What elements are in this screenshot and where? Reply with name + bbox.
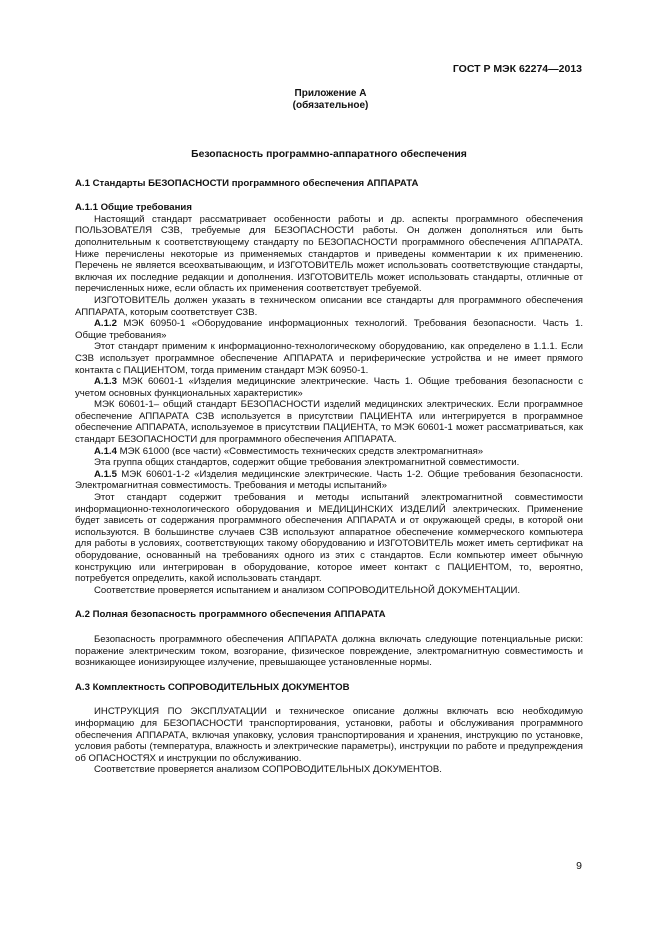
subsection-a15 — [75, 469, 583, 492]
paragraph: Соответствие проверяется анализом СОПРОВОДИТЕЛЬНЫХ ДОКУМЕНТОВ. — [94, 764, 442, 776]
paragraph: ИЗГОТОВИТЕЛЬ должен указать в техническом описании все стандарты для программного обеспечения АППАРАТА, которым соответствует СЗВ. — [75, 294, 583, 318]
subsection-a12 — [75, 318, 583, 341]
clause-number: А.1.4 — [94, 445, 117, 457]
clause-text: МЭК 60601-1 «Изделия медицинские электрические. Часть 1. Общие требования безопасности с учетом основных функциональных характеристик» — [75, 376, 583, 399]
clause-number: А.1.3 — [94, 376, 117, 388]
subsection-a13 — [75, 376, 583, 399]
annex-title: Приложение А — [294, 88, 367, 99]
paragraph: МЭК 60601-1– общий стандарт БЕЗОПАСНОСТИ изделий медицинских электрических. Если программное обеспечение АППАРАТА СЗВ используется в присутствии ПАЦИЕНТА или интегрируется в программное обеспечение АППАРАТА, используемое в присутствии ПАЦИЕНТА, то МЭК 60601-1 может рассматриваться, как стандарт БЕЗОПАСНОСТИ для программного обеспечения АППАРАТА. — [75, 399, 583, 446]
paragraph: Соответствие проверяется испытанием и анализом СОПРОВОДИТЕЛЬНОЙ ДОКУМЕНТАЦИИ. — [94, 584, 521, 596]
clause-text: МЭК 60950-1 «Оборудование информационных технологий. Требования безопасности. Часть 1. Общие требования» — [75, 318, 583, 341]
document-body — [75, 149, 583, 776]
clause-number: А.1.2 — [94, 318, 117, 330]
subsection-a11-heading: А.1.1 Общие требования — [75, 202, 192, 214]
paragraph: Этот стандарт применим к информационно-технологическому оборудованию, как определено в 1.1.1. Если СЗВ использует программное обеспечение АППАРАТА и периферические устройства и не имеет прямого контакта с ПАЦИЕНТОМ, тогда применим стандарт МЭК 60950-1. — [75, 341, 583, 376]
clause-text: МЭК 60601-1-2 «Изделия медицинские электрические. Часть 1-2. Общие требования безопасности. Электромагнитная совместимость. Требования и методы испытаний» — [75, 468, 583, 492]
paragraph: ИНСТРУКЦИЯ ПО ЭКСПЛУАТАЦИИ и техническое описание должны включать всю необходимую информацию для БЕЗОПАСНОСТИ транспортирования, установки, работы и обслуживания программного обеспечения АППАРАТА, включая упаковку, условия транспортирования и хранения, инструкцию по установке, условия работы (температура, влажность и электрические параметры), инструкции по работе и предупреждения об ОПАСНОСТЯХ и инструкции по обслуживанию. — [75, 706, 583, 764]
annex-status: (обязательное) — [292, 100, 369, 111]
clause-number: А.1.5 — [94, 468, 117, 480]
subsection-a14 — [75, 446, 583, 458]
paragraph: Этот стандарт содержит требования и методы испытаний электромагнитной совместимости информационно-технологического оборудования и МЕДИЦИНСКИХ ИЗДЕЛИЙ электрических. Применение будет зависеть от содержания программного обеспечения АППАРАТА и от окружающей среды, в которой они используются. В большинстве случаев СЗВ используют аппаратное обеспечение коммерческого компьютера для работы в условиях, соответствующих такому оборудованию и ИЗГОТОВИТЕЛЬ может иметь сертификат на оборудование, основанный на требованиях одного из этих с стандартов. Если компьютер имеет обычную конструкцию или интегрирован в оборудование, которое имеет контакт с ПАЦИЕНТОМ, то, вероятно, потребуется определить, какой использовать стандарт. — [75, 492, 583, 585]
standard-header: ГОСТ Р МЭК 62274—2013 — [452, 63, 582, 75]
main-title: Безопасность программно-аппаратного обеспечения — [191, 149, 467, 160]
section-a3-heading: А.3 Комплектность СОПРОВОДИТЕЛЬНЫХ ДОКУМЕНТОВ — [75, 681, 350, 693]
annex-block — [0, 88, 661, 112]
clause-text: МЭК 61000 (все части) «Совместимость технических средств электромагнитная» — [116, 445, 484, 457]
section-a1-heading: А.1 Стандарты БЕЗОПАСНОСТИ программного обеспечения АППАРАТА — [75, 177, 419, 189]
page-number: 9 — [576, 860, 582, 872]
section-a2-heading: А.2 Полная безопасность программного обеспечения АППАРАТА — [75, 609, 386, 621]
paragraph: Безопасность программного обеспечения АППАРАТА должна включать следующие потенциальные риски: поражение электрическим током, возгорание, физическое повреждение, электромагнитную совместимость и возникающее ионизирующее излучение, превышающее установленные нормы. — [75, 633, 583, 669]
paragraph: Эта группа общих стандартов, содержит общие требования электромагнитной совместимости. — [94, 457, 520, 469]
paragraph: Настоящий стандарт рассматривает особенности работы и др. аспекты программного обеспечения ПОЛЬЗОВАТЕЛЯ СЗВ, требуемые для БЕЗОПАСНОСТИ работы. Он должен дополняться или быть дополнительным к соответствующему стандарту по БЕЗОПАСНОСТИ программного обеспечения АППАРАТА. Ниже перечислены некоторые из применяемых стандартов и приведены комментарии к их применению. Перечень не является всеохватывающим, и ИЗГОТОВИТЕЛЬ может использовать соответствующие стандарты, включая их последние редакции и дополнения. ИЗГОТОВИТЕЛЬ может использовать стандарты, отличные от перечисленных ниже, если область их применения соответствует требуемой. — [75, 213, 583, 295]
